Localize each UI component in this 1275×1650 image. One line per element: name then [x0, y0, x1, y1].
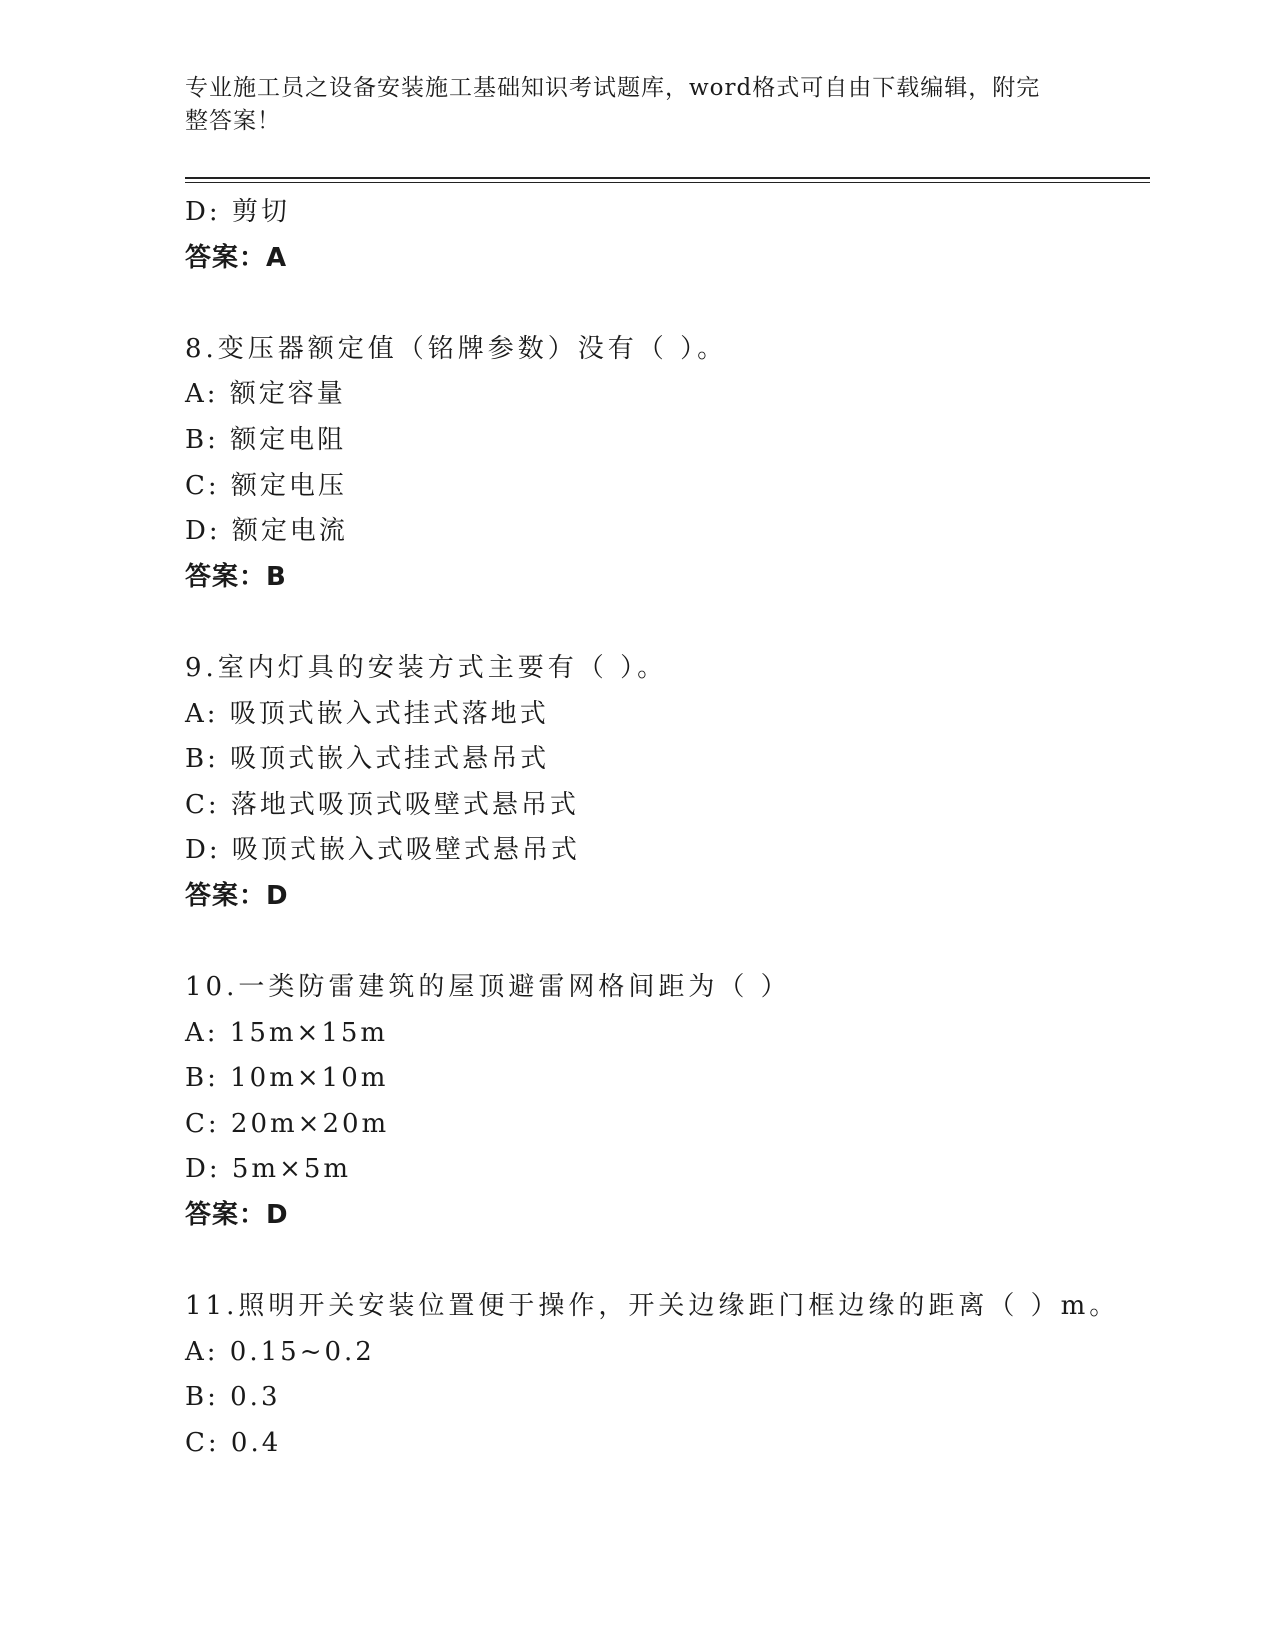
question-block-8: [185, 327, 1145, 601]
question-content: [185, 190, 1145, 1467]
question-block-10: [185, 965, 1145, 1239]
previous-question-option-d: D: 剪切: [185, 197, 290, 227]
document-header: [185, 72, 1065, 138]
option-b: B: 额定电阻: [185, 424, 347, 455]
header-title-line-2: 整答案！: [185, 108, 281, 134]
option-b: B: 10m×10m: [185, 1063, 389, 1094]
option-c: C: 0.4: [185, 1428, 282, 1459]
question-block-11: [185, 1284, 1145, 1466]
spacer: [185, 281, 1145, 327]
option-d: D: 额定电流: [185, 516, 348, 547]
option-d: D: 吸顶式嵌入式吸壁式悬吊式: [185, 835, 580, 866]
option-b: B: 0.3: [185, 1382, 281, 1413]
option-a: A: 15m×15m: [185, 1017, 389, 1048]
question-stem: 10.一类防雷建筑的屋顶避雷网格间距为（ ）: [185, 972, 791, 1003]
header-title-line-1: 专业施工员之设备安装施工基础知识考试题库，word格式可自由下载编辑，附完: [185, 75, 1041, 101]
option-a: A: 吸顶式嵌入式挂式落地式: [185, 698, 549, 729]
spacer: [185, 920, 1145, 966]
header-rule-thin: [185, 182, 1150, 183]
option-c: C: 20m×20m: [185, 1108, 390, 1139]
answer-line: 答案：D: [185, 1200, 289, 1231]
answer-line: 答案：B: [185, 561, 287, 592]
option-a: A: 0.15~0.2: [185, 1336, 375, 1367]
question-stem: 11.照明开关安装位置便于操作，开关边缘距门框边缘的距离（ ）m。: [185, 1291, 1120, 1322]
answer-line: 答案：D: [185, 880, 289, 911]
spacer: [185, 600, 1145, 646]
header-rule-thick: [185, 177, 1150, 179]
spacer: [185, 1239, 1145, 1285]
option-b: B: 吸顶式嵌入式挂式悬吊式: [185, 744, 550, 775]
question-stem: 9.室内灯具的安装方式主要有（ ）。: [185, 652, 668, 683]
option-c: C: 落地式吸顶式吸壁式悬吊式: [185, 789, 579, 820]
previous-question-answer: 答案：A: [185, 242, 288, 273]
option-d: D: 5m×5m: [185, 1154, 352, 1185]
question-stem: 8.变压器额定值（铭牌参数）没有（ ）。: [185, 333, 728, 364]
option-a: A: 额定容量: [185, 379, 346, 410]
question-block-9: [185, 646, 1145, 920]
option-c: C: 额定电压: [185, 470, 347, 501]
